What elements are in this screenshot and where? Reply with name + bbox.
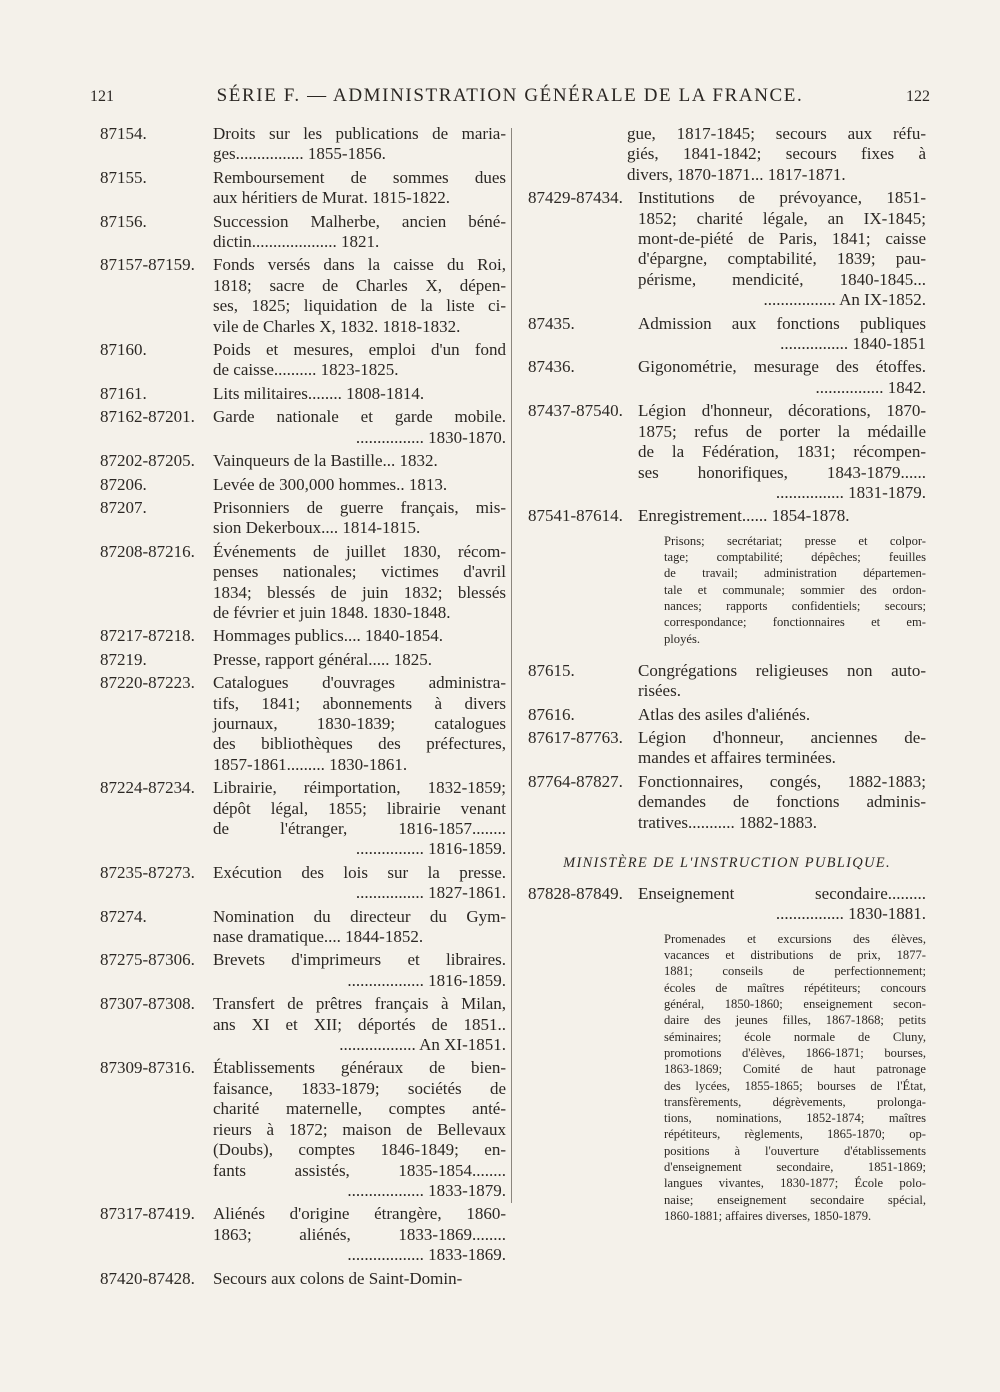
entry-line: Atlas des asiles d'aliénés. (638, 704, 811, 724)
entry-description (213, 863, 506, 904)
call-number: 87420-87428. (100, 1268, 195, 1288)
entry-line: ses, 1825; liquidation de la liste ci- (213, 296, 506, 316)
archive-entry (528, 506, 926, 526)
archive-entry (100, 650, 506, 670)
call-number: 87436. (528, 357, 575, 377)
note-line: langues vivantes, 1830-1877; École polo- (664, 1176, 926, 1191)
entry-line: risées. (638, 681, 681, 701)
entry-line: 1857-1861......... 1830-1861. (213, 754, 408, 774)
archive-entry (100, 626, 506, 646)
note-line: naise; enseignement secondaire spécial, (664, 1192, 926, 1207)
note-line: positions à l'ouverture d'établissements (664, 1143, 926, 1158)
archive-entry (528, 728, 926, 769)
entry-line: Levée de 300,000 hommes.. 1813. (213, 474, 448, 494)
entry-line: Enseignement secondaire......... (638, 884, 926, 904)
entry-line: Librairie, réimportation, 1832-1859; (213, 778, 506, 798)
entry-line: Institutions de prévoyance, 1851- (638, 188, 926, 208)
entry-description (213, 1204, 506, 1265)
entry-line: gue, 1817-1845; secours aux réfu- (627, 124, 926, 143)
entry-line: ans XI et XII; déportés de 1851.. (213, 1014, 506, 1034)
call-number: 87435. (528, 313, 575, 333)
archive-entry (100, 475, 506, 495)
entry-line: périsme, mendicité, 1840-1845... (638, 269, 926, 289)
entry-line: de la Fédération, 1831; récompen- (638, 442, 926, 462)
entry-line: ................ 1840-1851 (780, 334, 926, 354)
entry-line: Presse, rapport général..... 1825. (213, 649, 433, 669)
archive-entry (100, 212, 506, 253)
entry-line: mandes et affaires terminées. (638, 748, 836, 768)
call-number: 87207. (100, 497, 147, 517)
entry-line: journaux, 1830-1839; catalogues (213, 713, 506, 733)
entry-line: Transfert de prêtres français à Milan, (213, 994, 506, 1014)
entry-line: Aliénés d'origine étrangère, 1860- (213, 1204, 506, 1224)
archive-entry (100, 863, 506, 904)
call-number: 87217-87218. (100, 626, 195, 646)
entry-line: 1852; charité légale, an IX-1845; (638, 208, 926, 228)
entry-description (638, 661, 926, 702)
note-line: 1860-1881; affaires diverses, 1850-1879. (664, 1208, 872, 1223)
entry-description (213, 407, 506, 448)
entry-line: ................. An IX-1852. (763, 290, 926, 310)
archive-entry (528, 884, 926, 925)
entry-line: Hommages publics.... 1840-1854. (213, 626, 443, 646)
entry-line: Brevets d'imprimeurs et libraires. (213, 950, 506, 970)
entry-line: ................ 1827-1861. (355, 883, 506, 903)
entry-description (213, 650, 506, 670)
entry-line: Remboursement de sommes dues (213, 167, 506, 187)
entry-line: Légion d'honneur, décorations, 1870- (638, 401, 926, 421)
entry-description (638, 705, 926, 725)
note-line: Promenades et excursions des élèves, (664, 931, 926, 946)
archive-entry (100, 451, 506, 471)
entry-line: demandes de fonctions adminis- (638, 792, 926, 812)
entry-line: des bibliothèques des préfectures, (213, 734, 506, 754)
entry-line: de février et juin 1848. 1830-1848. (213, 602, 451, 622)
entry-description (213, 451, 506, 471)
note-line: écoles de maîtres répétiteurs; concours (664, 980, 926, 995)
archive-entry (100, 255, 506, 337)
entry-line: nase dramatique.... 1844-1852. (213, 927, 424, 947)
entry-line: (Doubs), comptes 1846-1849; en- (213, 1140, 506, 1160)
call-number: 87206. (100, 474, 147, 494)
call-number: 87274. (100, 906, 147, 926)
entry-line: charité maternelle, comptes anté- (213, 1099, 506, 1119)
call-number: 87160. (100, 340, 147, 360)
entry-description (213, 475, 506, 495)
entry-description (638, 772, 926, 833)
call-number: 87157-87159. (100, 255, 195, 275)
entry-description (638, 357, 926, 398)
archive-entry (100, 994, 506, 1055)
entry-line: .................. 1816-1859. (347, 970, 506, 990)
note-line: Prisons; secrétariat; presse et colpor- (664, 533, 926, 548)
entry-line: Congrégations religieuses non auto- (638, 660, 926, 680)
archive-entry (100, 673, 506, 775)
call-number: 87429-87434. (528, 188, 623, 208)
entry-description (213, 124, 506, 165)
entry-line: ses honorifiques, 1843-1879...... (638, 462, 926, 482)
call-number: 87219. (100, 649, 147, 669)
note-line: général, 1850-1860; enseignement secon- (664, 997, 926, 1012)
entry-description (213, 498, 506, 539)
archive-entry (100, 1269, 506, 1289)
entry-line: tifs, 1841; abonnements à divers (213, 693, 506, 713)
call-number: 87235-87273. (100, 862, 195, 882)
page-header (90, 85, 930, 112)
entry-description (213, 212, 506, 253)
entry-line: penses nationales; victimes d'avril (213, 562, 506, 582)
note-line: transfèrements, dégrèvements, prolonga- (664, 1094, 926, 1109)
call-number: 87541-87614. (528, 506, 623, 526)
archive-entry (100, 778, 506, 860)
archive-entry (100, 498, 506, 539)
entry-line: Prisonniers de guerre français, mis- (213, 497, 506, 517)
entry-description (213, 994, 506, 1055)
archive-entry (528, 705, 926, 725)
call-number: 87309-87316. (100, 1058, 195, 1078)
note-line: nances; rapports confidentiels; secours; (664, 598, 926, 613)
entry-line: 1834; blessés de juin 1832; blessés (213, 582, 506, 602)
entry-line: Légion d'honneur, anciennes de- (638, 728, 926, 748)
entry-description (213, 778, 506, 860)
entry-line: .................. An XI-1851. (339, 1035, 506, 1055)
entry-description (213, 1269, 506, 1289)
entry-description (213, 673, 506, 775)
entry-line: Événements de juillet 1830, récom- (213, 541, 506, 561)
note-line: promotions d'élèves, 1866-1871; bourses, (664, 1045, 926, 1060)
entry-line: Vainqueurs de la Bastille... 1832. (213, 451, 438, 471)
entry-description (213, 384, 506, 404)
entry-description (213, 168, 506, 209)
entry-line: 1875; refus de porter la médaille (638, 421, 926, 441)
entry-description (638, 188, 926, 310)
entry-line: Nomination du directeur du Gym- (213, 906, 506, 926)
note-line: de travail; administration départemen- (664, 566, 926, 581)
entry-description (213, 340, 506, 381)
archive-entry (528, 772, 926, 833)
entry-line: 1818; sacre de Charles X, dépen- (213, 275, 506, 295)
archive-entry (528, 314, 926, 355)
entry-line: faisance, 1833-1879; sociétés de (213, 1078, 506, 1098)
entry-line: Catalogues d'ouvrages administra- (213, 673, 506, 693)
entry-note (528, 931, 926, 1224)
call-number: 87317-87419. (100, 1204, 195, 1224)
note-line: daire des jeunes filles, 1867-1868; petits (664, 1013, 926, 1028)
archive-entry (100, 950, 506, 991)
entry-line: Secours aux colons de Saint-Domin- (213, 1268, 463, 1288)
entry-line: mont-de-piété de Paris, 1841; caisse (638, 229, 926, 249)
note-line: d'enseignement secondaire, 1851-1869; (664, 1160, 926, 1175)
entry-line: Succession Malherbe, ancien béné- (213, 211, 506, 231)
entry-line: ................ 1842. (815, 377, 926, 397)
note-line: tions, nominations, 1852-1874; maîtres (664, 1111, 926, 1126)
entry-line: de caisse.......... 1823-1825. (213, 360, 399, 380)
entry-line: sion Dekerboux.... 1814-1815. (213, 518, 421, 538)
entry-line: Droits sur les publications de maria- (213, 124, 506, 143)
call-number: 87616. (528, 704, 575, 724)
call-number: 87161. (100, 383, 147, 403)
call-number: 87307-87308. (100, 994, 195, 1014)
note-line: 1863-1869; Comité de haut patronage (664, 1062, 926, 1077)
call-number: 87617-87763. (528, 728, 623, 748)
call-number: 87615. (528, 660, 575, 680)
entry-line: ................ 1831-1879. (775, 482, 926, 502)
call-number: 87764-87827. (528, 771, 623, 791)
entry-line: Enregistrement...... 1854-1878. (638, 506, 850, 526)
note-line: tale et communale; sommier des ordon- (664, 582, 926, 597)
entry-line: 1863; aliénés, 1833-1869........ (213, 1224, 506, 1244)
entry-line: rieurs à 1872; maison de Bellevaux (213, 1119, 506, 1139)
series-title: SÉRIE F. — ADMINISTRATION GÉNÉRALE DE LA FRANCE. (216, 85, 804, 106)
entry-description (638, 884, 926, 925)
archive-entry (100, 124, 506, 165)
entry-line: Poids et mesures, emploi d'un fond (213, 340, 506, 360)
archive-entry (528, 124, 926, 185)
entry-line: ges................ 1855-1856. (213, 144, 386, 164)
entry-line: giés, 1841-1842; secours fixes à (627, 144, 926, 164)
archive-entry (528, 401, 926, 503)
entry-description (213, 255, 506, 337)
archive-entry (100, 168, 506, 209)
entry-description (213, 1058, 506, 1201)
call-number: 87154. (100, 124, 147, 143)
entry-description (213, 542, 506, 624)
entry-line: dépôt légal, 1855; librairie venant (213, 798, 506, 818)
archive-entry (100, 1204, 506, 1265)
entry-line: divers, 1870-1871... 1817-1871. (627, 164, 846, 184)
right-column (528, 124, 926, 1238)
call-number: 87220-87223. (100, 673, 195, 693)
call-number: 87202-87205. (100, 451, 195, 471)
call-number: 87437-87540. (528, 401, 623, 421)
page-number-right: 122 (906, 88, 930, 105)
note-line: ployés. (664, 631, 701, 646)
note-line: répétiteurs, règlements, 1865-1870; op- (664, 1127, 926, 1142)
entry-line: Admission aux fonctions publiques (638, 313, 926, 333)
entry-description (638, 728, 926, 769)
call-number: 87162-87201. (100, 407, 195, 427)
note-line: séminaires; école normale de Cluny, (664, 1029, 926, 1044)
note-line: vacances et distributions de prix, 1877- (664, 948, 926, 963)
entry-line: .................. 1833-1879. (347, 1180, 506, 1200)
entry-description (213, 950, 506, 991)
archive-entry (528, 188, 926, 310)
entry-description (638, 314, 926, 355)
archive-entry (528, 661, 926, 702)
archive-entry (100, 542, 506, 624)
note-line: tage; comptabilité; dépêches; feuilles (664, 550, 926, 565)
entry-description (627, 124, 926, 185)
call-number: 87156. (100, 211, 147, 231)
entry-line: Garde nationale et garde mobile. (213, 407, 506, 427)
call-number: 87275-87306. (100, 950, 195, 970)
call-number: 87208-87216. (100, 541, 195, 561)
entry-description (213, 907, 506, 948)
section-heading: MINISTÈRE DE L'INSTRUCTION PUBLIQUE. (563, 855, 891, 872)
note-line: correspondance; fonctionnaires et em- (664, 615, 926, 630)
call-number: 87224-87234. (100, 778, 195, 798)
entry-description (638, 506, 926, 526)
entry-line: vile de Charles X, 1832. 1818-1832. (213, 316, 461, 336)
entry-line: d'épargne, comptabilité, 1839; pau- (638, 249, 926, 269)
entry-line: Fonds versés dans la caisse du Roi, (213, 255, 506, 275)
archive-entry (100, 340, 506, 381)
entry-line: Établissements généraux de bien- (213, 1058, 506, 1078)
note-line: des lycées, 1855-1865; bourses de l'État, (664, 1078, 926, 1093)
note-line: 1881; conseils de perfectionnement; (664, 964, 926, 979)
archive-entry (528, 357, 926, 398)
call-number: 87828-87849. (528, 884, 623, 904)
entry-line: Lits militaires........ 1808-1814. (213, 383, 425, 403)
entry-note (528, 533, 926, 647)
archive-entry (100, 384, 506, 404)
entry-line: aux héritiers de Murat. 1815-1822. (213, 188, 450, 208)
column-divider (511, 128, 512, 1203)
archive-entry (100, 407, 506, 448)
entry-line: Gigonométrie, mesurage des étoffes. (638, 357, 926, 377)
entry-line: dictin.................... 1821. (213, 232, 380, 252)
entry-line: Exécution des lois sur la presse. (213, 862, 506, 882)
entry-line: ................ 1830-1881. (775, 904, 926, 924)
entry-line: de l'étranger, 1816-1857........ (213, 819, 506, 838)
entry-line: ................ 1816-1859. (355, 839, 506, 859)
entry-line: .................. 1833-1869. (347, 1245, 506, 1265)
entry-line: fants assistés, 1835-1854........ (213, 1160, 506, 1180)
call-number: 87155. (100, 167, 147, 187)
left-column (100, 124, 506, 1292)
entry-description (213, 626, 506, 646)
archive-entry (100, 1058, 506, 1201)
entry-line: ................ 1830-1870. (355, 427, 506, 447)
entry-line: Fonctionnaires, congés, 1882-1883; (638, 771, 926, 791)
page-number-left: 121 (90, 88, 114, 105)
entry-description (638, 401, 926, 503)
entry-line: tratives........... 1882-1883. (638, 812, 817, 832)
archive-entry (100, 907, 506, 948)
